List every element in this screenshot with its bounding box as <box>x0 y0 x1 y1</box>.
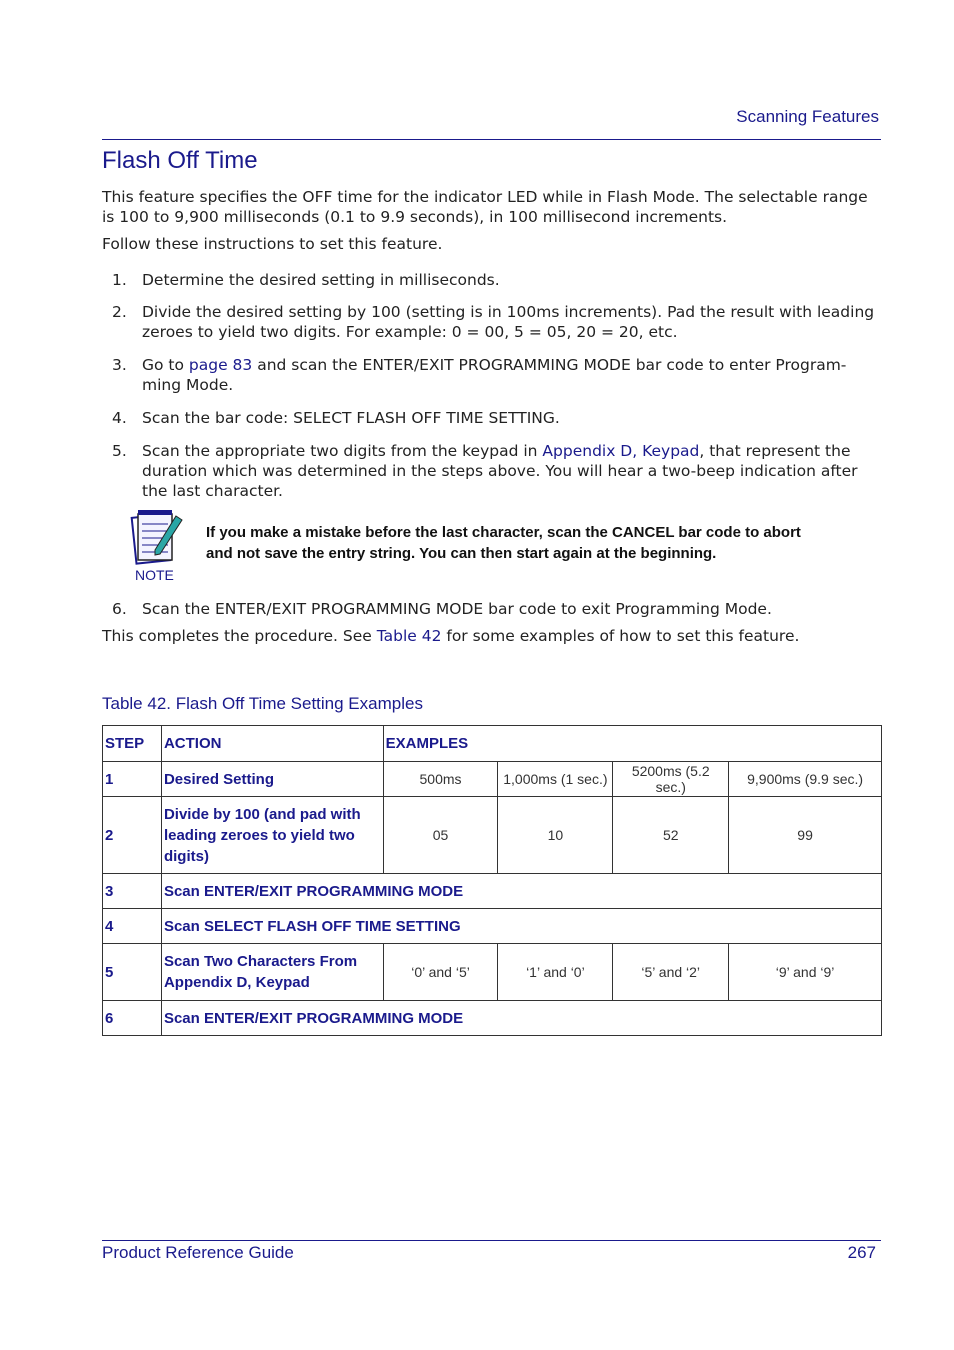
header-examples: EXAMPLES <box>383 726 881 762</box>
table-row <box>103 874 882 909</box>
footer-divider <box>102 1240 881 1241</box>
completion-text-post: for some examples of how to set this feature. <box>441 627 800 645</box>
action-text: Scan Two Characters From <box>163 953 358 970</box>
table-42-link[interactable]: Table 42 <box>376 627 442 645</box>
step-text-pre: Scan the appropriate two digits from the keypad in <box>142 442 543 460</box>
running-header: Scanning Features <box>736 107 879 126</box>
step-3 <box>112 355 882 395</box>
table-header-row <box>103 726 882 762</box>
example-cell: ‘5’ and ‘2’ <box>613 944 729 1001</box>
footer-guide-title: Product Reference Guide <box>102 1243 294 1262</box>
example-cell: ‘1’ and ‘0’ <box>498 944 613 1001</box>
step-number: 3. <box>112 356 127 374</box>
step-text: Scan the bar code: SELECT FLASH OFF TIME SETTING. <box>142 409 560 427</box>
table-row <box>103 909 882 944</box>
step-text-pre: Go to <box>142 356 189 374</box>
action-cell: Desired Setting <box>161 762 383 797</box>
note-text: If you make a mistake before the last character, scan the CANCEL bar code to abort and not save the entry string. You can then start again at the beginning. <box>206 524 801 562</box>
table-row <box>103 797 882 874</box>
step-number: 5. <box>112 442 127 460</box>
example-cell: 1,000ms (1 sec.) <box>498 762 613 797</box>
step-text-post: and scan the ENTER/EXIT PROGRAMMING MODE bar code to enter Program-ming Mode. <box>142 356 847 394</box>
action-cell: Scan ENTER/EXIT PROGRAMMING MODE <box>161 1001 881 1036</box>
page-83-link[interactable]: page 83 <box>188 356 253 374</box>
table-caption: Table 42. Flash Off Time Setting Examples <box>102 694 423 713</box>
note-label: NOTE <box>135 567 174 583</box>
step-text: Determine the desired setting in milliseconds. <box>142 271 500 289</box>
step-1 <box>112 270 882 290</box>
table-row <box>103 762 882 797</box>
step-number: 2. <box>112 303 127 321</box>
example-cell: ‘0’ and ‘5’ <box>383 944 498 1001</box>
completion-paragraph <box>102 626 882 646</box>
step-number: 1. <box>112 271 127 289</box>
step-2 <box>112 302 882 342</box>
example-cell: 5200ms (5.2 sec.) <box>613 762 729 797</box>
action-cell: Scan SELECT FLASH OFF TIME SETTING <box>161 909 881 944</box>
header-divider <box>102 139 881 140</box>
step-cell: 1 <box>103 762 162 797</box>
intro-paragraph: This feature specifies the OFF time for the indicator LED while in Flash Mode. The selectable range is 100 to 9,900 milliseconds (0.1 to 9.9 seconds), in 100 millisecond increments. <box>102 188 868 226</box>
action-cell <box>161 944 383 1001</box>
appendix-d-keypad-link[interactable]: Appendix D, Keypad <box>163 974 310 991</box>
step-text <box>142 441 882 501</box>
step-text-post: , that represent the duration which was determined in the steps above. You will hear a two-beep indication after the last character. <box>142 442 858 500</box>
step-text: Divide the desired setting by 100 (setting is in 100ms increments). Pad the result with leading zeroes to yield two digits. For example: 0 = 00, 5 = 05, 20 = 20, etc. <box>142 303 875 341</box>
example-cell: 9,900ms (9.9 sec.) <box>729 762 882 797</box>
step-cell: 2 <box>103 797 162 874</box>
step-text: Scan the ENTER/EXIT PROGRAMMING MODE bar code to exit Programming Mode. <box>142 600 772 618</box>
step-4 <box>112 408 882 428</box>
step-6 <box>112 599 882 619</box>
example-cell: 52 <box>613 797 729 874</box>
step-cell: 5 <box>103 944 162 1001</box>
step-cell: 3 <box>103 874 162 909</box>
appendix-d-keypad-link[interactable]: Appendix D, Keypad <box>542 442 700 460</box>
page-title: Flash Off Time <box>102 147 258 174</box>
step-text <box>142 355 882 395</box>
example-cell: 10 <box>498 797 613 874</box>
action-cell: Divide by 100 (and pad with leading zeroes to yield two digits) <box>161 797 383 874</box>
note-pad-pen-icon <box>128 508 184 566</box>
header-action: ACTION <box>161 726 383 762</box>
page-number: 267 <box>847 1243 876 1262</box>
step-cell: 4 <box>103 909 162 944</box>
header-step: STEP <box>103 726 162 762</box>
example-cell: 500ms <box>383 762 498 797</box>
completion-text-pre: This completes the procedure. See <box>102 627 377 645</box>
example-cell: ‘9’ and ‘9’ <box>729 944 882 1001</box>
action-cell: Scan ENTER/EXIT PROGRAMMING MODE <box>161 874 881 909</box>
step-cell: 6 <box>103 1001 162 1036</box>
table-row <box>103 1001 882 1036</box>
example-cell: 05 <box>383 797 498 874</box>
table-row <box>103 944 882 1001</box>
instructions-lead: Follow these instructions to set this feature. <box>102 235 443 253</box>
settings-table <box>102 725 882 1036</box>
step-number: 4. <box>112 409 127 427</box>
step-number: 6. <box>112 600 127 618</box>
step-5 <box>112 441 882 501</box>
example-cell: 99 <box>729 797 882 874</box>
